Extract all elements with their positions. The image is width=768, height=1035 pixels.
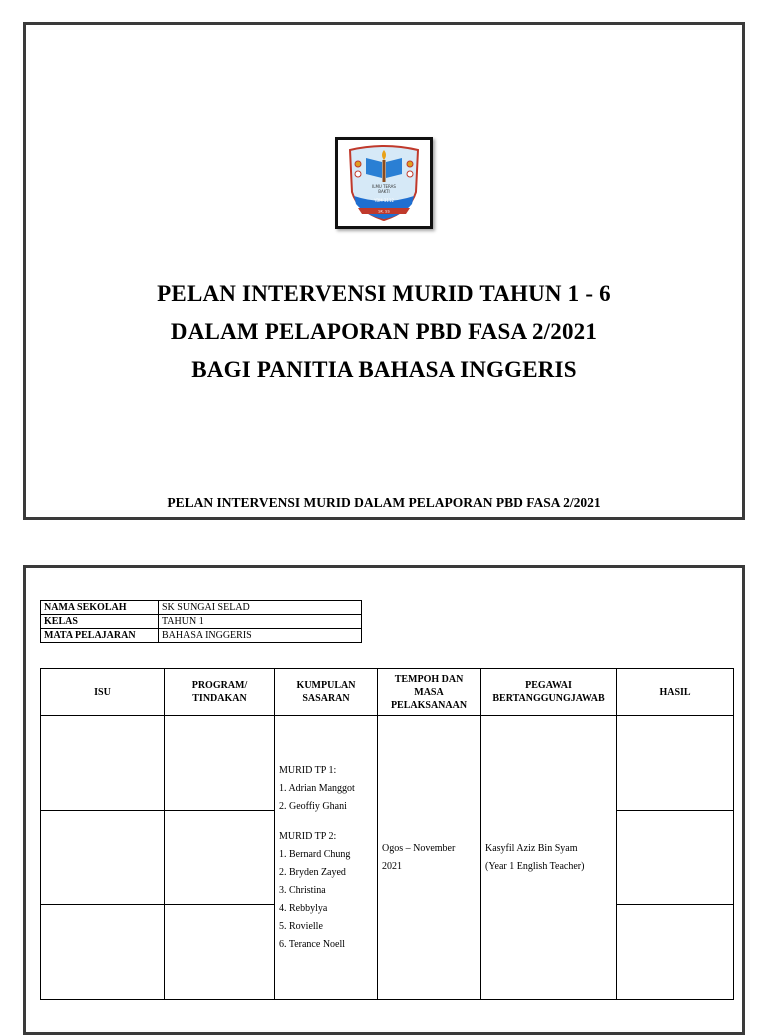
group1-title: MURID TP 1:: [279, 764, 337, 776]
header-program: PROGRAM/ TINDAKAN: [165, 669, 275, 716]
hasil-cell: [617, 905, 734, 1000]
school-info-table: [40, 600, 362, 643]
crest-text-2: BAKTI: [378, 189, 390, 194]
header-tempoh: TEMPOH DAN MASA PELAKSANAAN: [378, 669, 481, 716]
student-item: 1. Adrian Manggot: [279, 782, 355, 794]
info-value: SK SUNGAI SELAD: [159, 601, 362, 615]
cover-title-line-2: DALAM PELAPORAN PBD FASA 2/2021: [170, 319, 598, 344]
crest-text-4: SK. SS: [378, 209, 390, 214]
header-isu: ISU: [41, 669, 165, 716]
isu-cell: [41, 905, 165, 1000]
info-row-school: [41, 601, 362, 615]
isu-cell: [41, 716, 165, 811]
table-header-row: [41, 669, 734, 716]
header-hasil: HASIL: [617, 669, 734, 716]
info-value: TAHUN 1: [159, 615, 362, 629]
student-item: 5. Rovielle: [279, 920, 323, 932]
info-row-class: [41, 615, 362, 629]
student-item: 6. Terance Noell: [279, 938, 346, 950]
program-cell: [165, 716, 275, 811]
cover-title-line-3: BAGI PANITIA BAHASA INGGERIS: [191, 357, 577, 382]
isu-cell: [41, 811, 165, 905]
hasil-cell: [617, 811, 734, 905]
plan-page: [23, 565, 745, 1035]
kumpulan-cell: [275, 716, 378, 1000]
crest-text-3: YBM 3112: [373, 198, 395, 203]
student-item: 2. Bryden Zayed: [279, 866, 346, 878]
program-cell: [165, 905, 275, 1000]
school-crest-logo: [335, 137, 433, 229]
cover-footer-title: PELAN INTERVENSI MURID DALAM PELAPORAN PBD FASA 2/2021: [167, 495, 601, 510]
info-label: NAMA SEKOLAH: [41, 601, 159, 615]
cover-title-line-1: PELAN INTERVENSI MURID TAHUN 1 - 6: [157, 281, 611, 306]
student-item: 3. Christina: [279, 884, 326, 896]
pegawai-cell: Kasyfil Aziz Bin Syam (Year 1 English Teacher): [481, 716, 617, 1000]
header-pegawai: PEGAWAI BERTANGGUNGJAWAB: [481, 669, 617, 716]
program-cell: [165, 811, 275, 905]
group2-title: MURID TP 2:: [279, 830, 337, 842]
tempoh-cell: Ogos – November 2021: [378, 716, 481, 1000]
crest-text-1: ILMU TERAS: [372, 184, 396, 189]
intervention-table: [40, 668, 734, 1000]
student-item: 1. Bernard Chung: [279, 848, 351, 860]
header-kumpulan: KUMPULAN SASARAN: [275, 669, 378, 716]
student-item: 4. Rebbylya: [279, 902, 328, 914]
info-label: MATA PELAJARAN: [41, 629, 159, 643]
table-row: [41, 716, 734, 811]
student-item: 2. Geoffiy Ghani: [279, 800, 347, 812]
info-row-subject: [41, 629, 362, 643]
cover-page: [23, 22, 745, 520]
info-value: BAHASA INGGERIS: [159, 629, 362, 643]
crest-icon: [344, 144, 424, 222]
info-label: KELAS: [41, 615, 159, 629]
hasil-cell: [617, 716, 734, 811]
